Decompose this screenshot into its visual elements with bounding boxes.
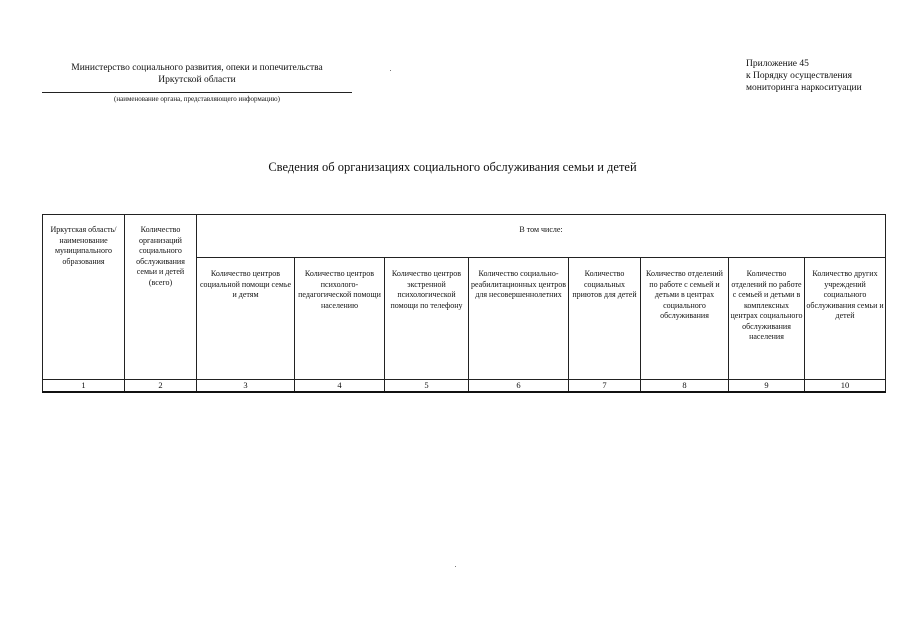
document-title: Сведения об организациях социального обслуживания семьи и детей: [268, 160, 637, 174]
annex-line3: мониторинга наркоситуации: [746, 83, 862, 93]
scan-speck: [390, 70, 391, 71]
column-number: 2: [125, 380, 197, 393]
column-number: 8: [641, 380, 729, 393]
column-number-row: [43, 380, 886, 393]
column-number: 6: [469, 380, 569, 393]
column-number: 1: [43, 380, 125, 393]
column-header-psych-ped-centers: Количество центров психолого-педагогической помощи населению: [295, 258, 385, 380]
column-header-family-centers: Количество центров социальной помощи семье и детям: [197, 258, 295, 380]
annex-line2: к Порядку осуществления: [746, 71, 852, 81]
column-header-complex-center-departments: Количество отделений по работе с семьей и детьми в комплексных центрах социального обслуживания населения: [729, 258, 805, 380]
column-number: 5: [385, 380, 469, 393]
group-header-including: В том числе:: [197, 215, 886, 258]
annex-number: Приложение 45: [746, 59, 809, 69]
annex-reference: [746, 58, 896, 94]
column-header-shelters: Количество социальных приютов для детей: [569, 258, 641, 380]
column-header-total: Количество организаций социального обслуживания семьи и детей (всего): [125, 215, 197, 380]
column-number: 3: [197, 380, 295, 393]
scan-speck: [455, 566, 456, 567]
column-number: 7: [569, 380, 641, 393]
column-header-service-center-departments: Количество отделений по работе с семьей и детьми в центрах социального обслуживания: [641, 258, 729, 380]
organization-name-line2: Иркутской области: [158, 75, 236, 85]
organization-underline: [42, 92, 352, 93]
column-number: 9: [729, 380, 805, 393]
organization-block: [42, 62, 352, 104]
column-number: 10: [805, 380, 886, 393]
column-header-rehab-centers: Количество социально-реабилитационных центров для несовершеннолетних: [469, 258, 569, 380]
column-header-region: Иркутская область/ наименование муниципального образования: [43, 215, 125, 380]
column-number: 4: [295, 380, 385, 393]
column-header-other-institutions: Количество других учреждений социального обслуживания семьи и детей: [805, 258, 886, 380]
data-table: [42, 214, 886, 393]
organization-caption: (наименование органа, представляющего информацию): [114, 95, 280, 103]
organization-name-line1: Министерство социального развития, опеки и попечительства: [71, 63, 323, 73]
column-header-phone-help-centers: Количество центров экстренной психологической помощи по телефону: [385, 258, 469, 380]
